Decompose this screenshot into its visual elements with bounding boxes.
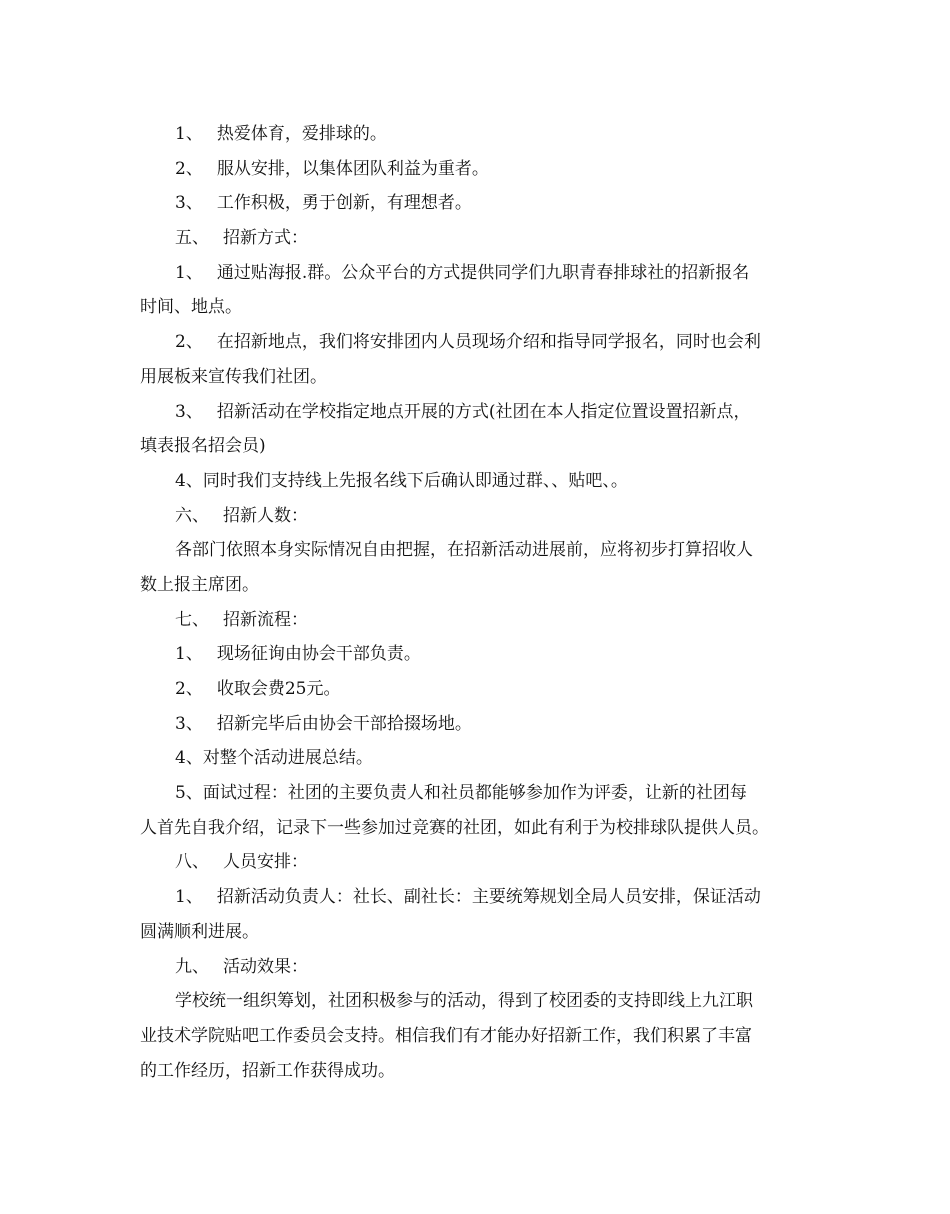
line-text: 4、对整个活动进展总结。 [175, 748, 373, 769]
line-text: 现场征询由协会干部负责。 [216, 644, 421, 665]
list-marker: 1、 [175, 887, 203, 908]
list-marker: 1、 [175, 262, 203, 283]
document-line [140, 984, 820, 1019]
document-line [140, 152, 820, 187]
list-marker: 1、 [175, 644, 203, 665]
line-text: 数上报主席团。 [140, 574, 259, 595]
document-line [140, 1054, 820, 1089]
line-text: 热爱体育，爱排球的。 [216, 124, 387, 144]
document-line [140, 186, 820, 221]
list-marker: 2、 [175, 679, 203, 699]
document-line [140, 811, 820, 846]
list-marker: 九、 [175, 956, 209, 977]
line-text: 工作积极，勇于创新，有理想者。 [216, 193, 472, 214]
list-marker: 2、 [175, 332, 203, 353]
document-line [140, 880, 820, 915]
line-text: 招新活动负责人：社长、副社长：主要统筹规划全局人员安排，保证活动 [216, 887, 761, 908]
document-line [140, 776, 820, 811]
line-text: 人员安排： [223, 852, 308, 873]
document-line [140, 845, 820, 880]
line-text: 业技术学院贴吧工作委员会支持。相信我们有才能办好招新工作，我们积累了丰富 [140, 1025, 752, 1046]
line-text: 填表报名招会员) [140, 436, 266, 457]
list-marker: 3、 [175, 713, 203, 734]
document-line [140, 533, 820, 568]
line-text: 用展板来宣传我们社团。 [140, 366, 327, 387]
document-line [140, 603, 820, 638]
document-line [140, 117, 820, 152]
document-line [140, 290, 820, 325]
line-text: 各部门依照本身实际情况自由把握，在招新活动进展前，应将初步打算招收人 [175, 540, 753, 561]
document-line [140, 915, 820, 950]
document-line [140, 395, 820, 430]
line-text: 收取会费25元。 [216, 679, 341, 699]
line-text: 人首先自我介绍，记录下一些参加过竞赛的社团，如此有利于为校排球队提供人员。 [140, 817, 769, 838]
line-text: 圆满顺利进展。 [140, 921, 259, 942]
line-text: 5、面试过程：社团的主要负责人和社员都能够参加作为评委，让新的社团每 [175, 783, 747, 804]
document-line [140, 568, 820, 603]
document-line [140, 741, 820, 776]
document-line [140, 256, 820, 291]
line-text: 学校统一组织筹划，社团积极参与的活动，得到了校团委的支持即线上九江职 [175, 991, 753, 1012]
line-text: 通过贴海报.群。公众平台的方式提供同学们九职青春排球社的招新报名 [216, 262, 750, 283]
line-text: 招新活动在学校指定地点开展的方式(社团在本人指定位置设置招新点， [216, 401, 751, 422]
list-marker: 六、 [175, 505, 209, 526]
line-text: 招新人数： [223, 505, 308, 526]
document-line [140, 429, 820, 464]
document-line [140, 1019, 820, 1054]
line-text: 招新完毕后由协会干部拾掇场地。 [216, 713, 472, 734]
line-text: 在招新地点，我们将安排团内人员现场介绍和指导同学报名，同时也会利 [216, 332, 761, 353]
document-line [140, 672, 820, 707]
line-text: 服从安排，以集体团队利益为重者。 [216, 158, 489, 179]
line-text: 的工作经历，招新工作获得成功。 [140, 1060, 395, 1081]
document-line [140, 950, 820, 985]
document-line [140, 707, 820, 742]
list-marker: 1、 [175, 124, 203, 144]
document-line [140, 464, 820, 499]
line-text: 4、同时我们支持线上先报名线下后确认即通过群、、贴吧、。 [175, 470, 628, 491]
line-text: 活动效果： [223, 956, 308, 977]
document-line [140, 221, 820, 256]
document-body [140, 117, 820, 1088]
document-line [140, 637, 820, 672]
line-text: 招新方式： [223, 228, 308, 249]
document-line [140, 360, 820, 395]
list-marker: 五、 [175, 228, 209, 249]
document-line [140, 325, 820, 360]
list-marker: 3、 [175, 193, 203, 214]
line-text: 招新流程： [223, 609, 308, 630]
list-marker: 七、 [175, 609, 209, 630]
list-marker: 3、 [175, 401, 203, 422]
list-marker: 2、 [175, 158, 203, 179]
line-text: 时间、地点。 [140, 297, 242, 318]
document-line [140, 499, 820, 534]
list-marker: 八、 [175, 852, 209, 873]
